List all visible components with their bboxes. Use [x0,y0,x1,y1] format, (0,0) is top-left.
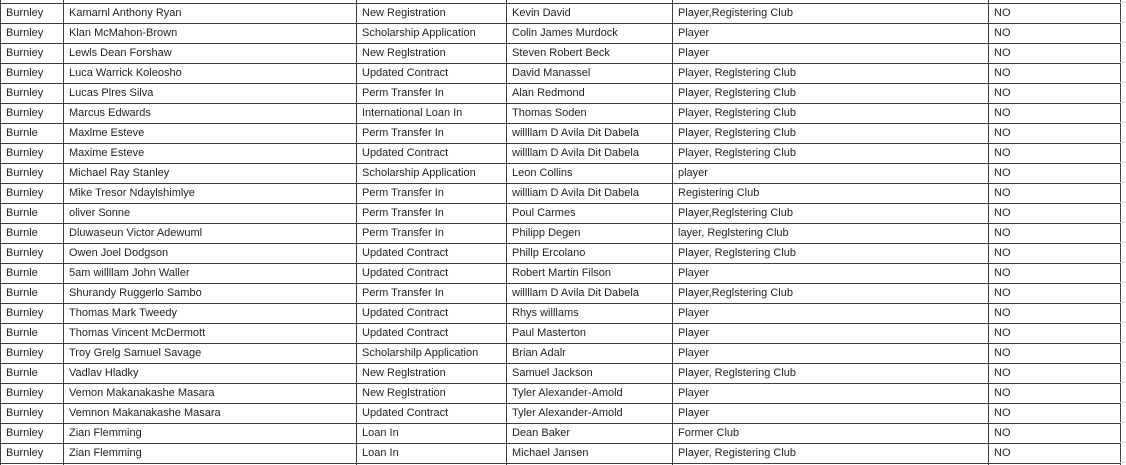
cell-type[interactable]: New Registration [357,4,507,24]
cell-contact[interactable]: willliam D Avila Dit Dabela [507,184,673,204]
cell-contact[interactable]: willllam D Avila Dit Dabela [507,284,673,304]
cell-roles[interactable]: Player, Reglstering Club [673,244,989,264]
cell-type[interactable]: New Reglstration [357,384,507,404]
cell-name[interactable]: Luca Warrick Koleosho [64,64,357,84]
cell-name[interactable]: Zian Flemming [64,444,357,464]
cell-flag[interactable]: NO [989,224,1121,244]
cell-club[interactable]: Burnley [1,64,64,84]
cell-roles[interactable]: Player [673,304,989,324]
cell-roles[interactable]: Player,Reglstering Club [673,284,989,304]
cell-name[interactable]: Owen Joel Dodgson [64,244,357,264]
cell-roles[interactable]: Player [673,324,989,344]
cell-contact[interactable]: Colin James Murdock [507,24,673,44]
cell-club[interactable]: Burniey [1,44,64,64]
cell-club[interactable]: Burnley [1,384,64,404]
cell-name[interactable]: Vemnon Makanakashe Masara [64,404,357,424]
cell-contact[interactable]: Paul Masterton [507,324,673,344]
cell-roles[interactable]: Player, Reglstering Club [673,364,989,384]
table-row[interactable] [1,424,1121,444]
table-row[interactable] [1,284,1121,304]
cell-type[interactable]: Updated Contract [357,324,507,344]
cell-name[interactable]: Troy Grelg Samuel Savage [64,344,357,364]
cell-roles[interactable]: Player [673,344,989,364]
table-row[interactable] [1,324,1121,344]
cell-flag[interactable]: NO [989,44,1121,64]
cell-name[interactable]: Thomas Vincent McDermott [64,324,357,344]
table-row[interactable] [1,204,1121,224]
cell-flag[interactable]: NO [989,124,1121,144]
cell-name[interactable]: Shurandy Ruggerlo Sambo [64,284,357,304]
cell-name[interactable]: Mike Tresor Ndaylshimlye [64,184,357,204]
cell-name[interactable]: Vemon Makanakashe Masara [64,384,357,404]
cell-flag[interactable]: NO [989,384,1121,404]
cell-contact[interactable]: Dean Baker [507,424,673,444]
cell-roles[interactable]: Player [673,384,989,404]
cell-contact[interactable]: Phillp Ercolano [507,244,673,264]
table-row[interactable] [1,144,1121,164]
table-row[interactable] [1,444,1121,464]
cell-name[interactable]: Marcus Edwards [64,104,357,124]
cell-flag[interactable]: NO [989,324,1121,344]
cell-club[interactable]: Burnley [1,164,64,184]
cell-club[interactable]: Burnley [1,244,64,264]
cell-type[interactable]: International Loan In [357,104,507,124]
cell-name[interactable]: Lucas Plres Silva [64,84,357,104]
cell-club[interactable]: Burnley [1,4,64,24]
table-row[interactable] [1,364,1121,384]
cell-flag[interactable]: NO [989,4,1121,24]
cell-club[interactable]: Burnley [1,404,64,424]
cell-name[interactable]: Lewls Dean Forshaw [64,44,357,64]
cell-club[interactable]: Burnley [1,184,64,204]
cell-roles[interactable]: Player, Registering Club [673,444,989,464]
cell-roles[interactable]: Player, Reglstering Club [673,124,989,144]
cell-flag[interactable]: NO [989,444,1121,464]
table-row[interactable] [1,244,1121,264]
cell-type[interactable]: New Reglstration [357,44,507,64]
cell-flag[interactable]: NO [989,24,1121,44]
cell-type[interactable]: Scholarship Application [357,164,507,184]
cell-name[interactable]: Klan McMahon-Brown [64,24,357,44]
cell-type[interactable]: Updated Contract [357,244,507,264]
table-row[interactable] [1,164,1121,184]
table-row[interactable] [1,44,1121,64]
cell-type[interactable]: Loan In [357,444,507,464]
table-body [1,0,1121,465]
cell-roles[interactable]: Player,Registering Club [673,4,989,24]
cell-name[interactable]: Maxime Esteve [64,144,357,164]
cell-roles[interactable]: player [673,164,989,184]
table-row[interactable] [1,24,1121,44]
cell-contact[interactable]: Tyler Alexander-Amold [507,384,673,404]
cell-club[interactable]: Burnle [1,284,64,304]
cell-club[interactable]: Burnley [1,304,64,324]
table-row[interactable] [1,64,1121,84]
table-row[interactable] [1,4,1121,24]
cell-name[interactable]: Kamarnl Anthony Ryan [64,4,357,24]
cell-contact[interactable]: Brian Adalr [507,344,673,364]
cell-name[interactable]: Thomas Mark Tweedy [64,304,357,324]
cell-type[interactable]: Updated Contract [357,144,507,164]
cell-flag[interactable]: NO [989,184,1121,204]
cell-contact[interactable]: Rhys willlams [507,304,673,324]
cell-type[interactable]: Perm Transfer In [357,224,507,244]
cell-type[interactable]: Perm Transfer In [357,204,507,224]
table-row[interactable] [1,404,1121,424]
cell-club[interactable]: Burnley [1,84,64,104]
cell-name[interactable]: Dluwaseun Victor Adewuml [64,224,357,244]
cell-flag[interactable]: NO [989,144,1121,164]
cell-flag[interactable]: NO [989,264,1121,284]
cell-type[interactable]: Updated Contract [357,304,507,324]
cell-roles[interactable]: Player, Reglstering Club [673,64,989,84]
cell-name[interactable]: Maxlme Esteve [64,124,357,144]
cell-flag[interactable]: NO [989,64,1121,84]
cell-type[interactable]: New Reglstration [357,364,507,384]
cell-club[interactable]: Burnle [1,124,64,144]
cell-type[interactable]: Perm Transfer In [357,184,507,204]
cell-contact[interactable]: Steven Robert Beck [507,44,673,64]
table-row[interactable] [1,104,1121,124]
cell-name[interactable]: Zian Flemming [64,424,357,444]
cell-flag[interactable]: NO [989,204,1121,224]
cell-type[interactable]: Updated Contract [357,64,507,84]
cell-roles[interactable]: Former Club [673,424,989,444]
cell-name[interactable]: Michael Ray Stanley [64,164,357,184]
cell-type[interactable]: Perm Transfer In [357,84,507,104]
cell-club[interactable]: Burnley [1,24,64,44]
table-row[interactable] [1,184,1121,204]
cell-contact[interactable]: Alan Redmond [507,84,673,104]
cell-contact[interactable]: Thomas Soden [507,104,673,124]
table-row[interactable] [1,84,1121,104]
cell-club[interactable]: Burnley [1,444,64,464]
table-row[interactable] [1,344,1121,364]
cell-type[interactable]: Updated Contract [357,264,507,284]
cell-name[interactable]: 5am willllam John Waller [64,264,357,284]
cell-contact[interactable]: Leon Collins [507,164,673,184]
cell-flag[interactable]: NO [989,344,1121,364]
cell-flag[interactable]: NO [989,304,1121,324]
cell-flag[interactable]: NO [989,364,1121,384]
cell-roles[interactable]: Player, Reglstering Club [673,104,989,124]
cell-flag[interactable]: NO [989,104,1121,124]
table-row[interactable] [1,224,1121,244]
cell-club[interactable]: Burnle [1,324,64,344]
cell-contact[interactable]: Kevin David [507,4,673,24]
cell-name[interactable]: oliver Sonne [64,204,357,224]
cell-roles[interactable]: Registering Club [673,184,989,204]
cell-roles[interactable]: Player [673,264,989,284]
cell-type[interactable]: Loan In [357,424,507,444]
cell-club[interactable]: Burnley [1,104,64,124]
cell-flag[interactable]: NO [989,164,1121,184]
cell-name[interactable]: Vadlav Hladky [64,364,357,384]
faint-gridline-ticks [1120,0,1126,465]
cell-club[interactable]: Burnley [1,344,64,364]
cell-club[interactable]: Burnle [1,204,64,224]
cell-flag[interactable]: NO [989,244,1121,264]
cell-roles[interactable]: layer, Reglstering Club [673,224,989,244]
cell-contact[interactable]: David Manassel [507,64,673,84]
cell-flag[interactable]: NO [989,284,1121,304]
cell-contact[interactable]: Poul Carmes [507,204,673,224]
cell-roles[interactable]: Player [673,44,989,64]
cell-club[interactable]: Burnley [1,144,64,164]
table-row[interactable] [1,304,1121,324]
cell-type[interactable]: Scholarshilp Application [357,344,507,364]
cell-flag[interactable]: NO [989,424,1121,444]
table-row[interactable] [1,264,1121,284]
cell-contact[interactable]: willllam D Avila Dit Dabela [507,144,673,164]
cell-club[interactable]: Burnley [1,424,64,444]
cell-type[interactable]: Perm Transfer In [357,124,507,144]
cell-contact[interactable]: willllam D Avila Dit Dabela [507,124,673,144]
cell-club[interactable]: Burnle [1,264,64,284]
cell-contact[interactable]: Tyler Alexander-Amold [507,404,673,424]
cell-contact[interactable]: Michael Jansen [507,444,673,464]
cell-roles[interactable]: Player, Reglstering Club [673,144,989,164]
table-row[interactable] [1,384,1121,404]
cell-flag[interactable]: NO [989,404,1121,424]
cell-type[interactable]: Perm Transfer In [357,284,507,304]
table-row[interactable] [1,124,1121,144]
cell-roles[interactable]: Player [673,404,989,424]
cell-type[interactable]: Scholarship Application [357,24,507,44]
cell-roles[interactable]: Player, Reglstering Club [673,84,989,104]
cell-type[interactable]: Updated Contract [357,404,507,424]
cell-flag[interactable]: NO [989,84,1121,104]
cell-roles[interactable]: Player,Reglstering Club [673,204,989,224]
cell-club[interactable]: Burnle [1,364,64,384]
cell-club[interactable]: Burnle [1,224,64,244]
cell-roles[interactable]: Player [673,24,989,44]
cell-contact[interactable]: Samuel Jackson [507,364,673,384]
cell-contact[interactable]: Philipp Degen [507,224,673,244]
cell-contact[interactable]: Robert Martin Filson [507,264,673,284]
